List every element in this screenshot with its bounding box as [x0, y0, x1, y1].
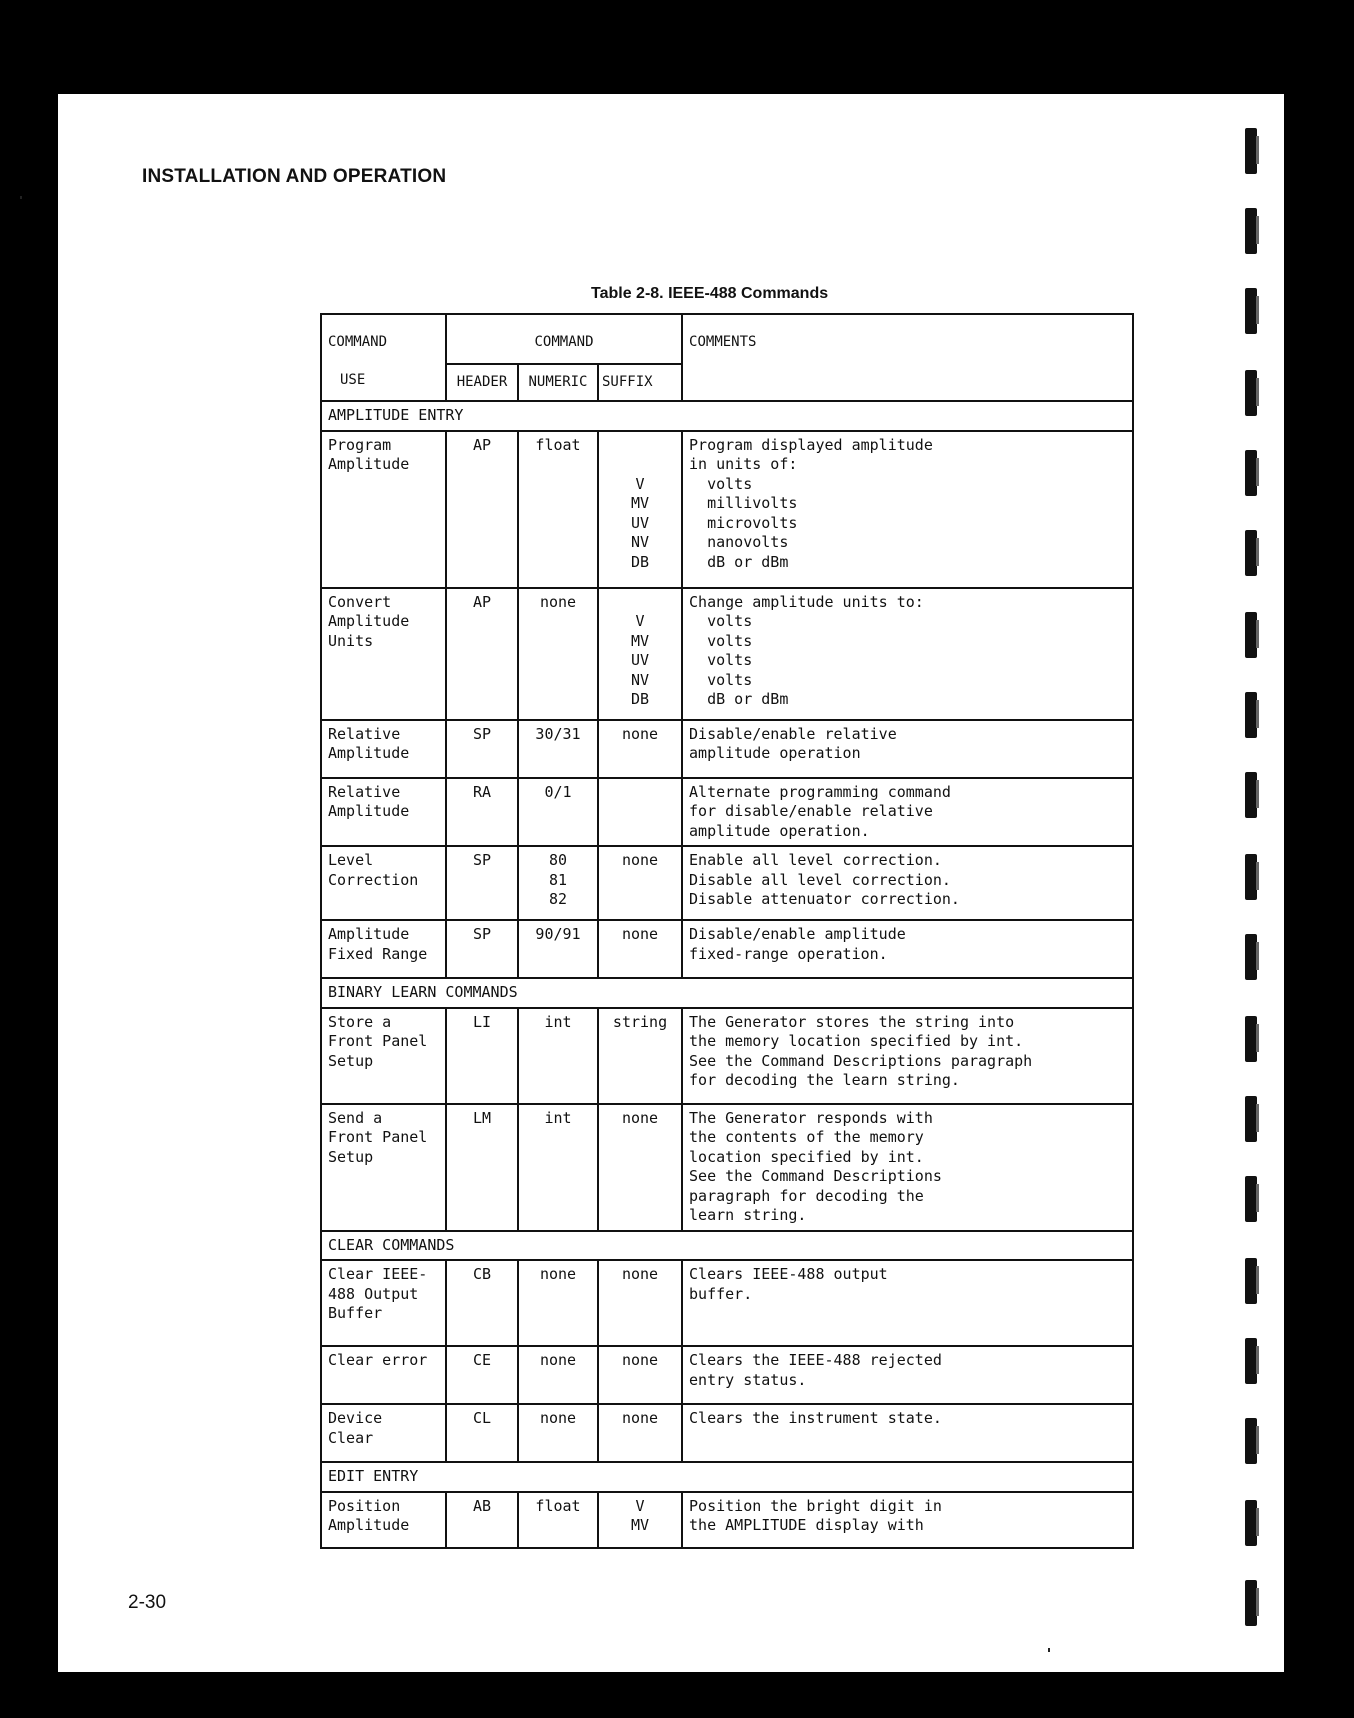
table-title: Table 2-8. IEEE-488 Commands [591, 285, 829, 302]
cell-suffix: none [598, 1404, 682, 1462]
cell-comments: Alternate programming command for disable/enable relative amplitude operation. [682, 778, 1133, 847]
table-row [321, 1008, 1133, 1104]
cell-header: CE [446, 1346, 518, 1404]
cell-header: SP [446, 846, 518, 920]
section-row [321, 1462, 1133, 1492]
cell-suffix: none [598, 720, 682, 778]
cell-comments: The Generator responds with the contents of the memory location specified by int. See the Command Descriptions paragraph for decoding the learn string. [682, 1104, 1133, 1231]
cell-numeric: none [518, 1346, 598, 1404]
column-header-command-use [321, 314, 446, 401]
cell-command-use: Clear error [321, 1346, 446, 1404]
cell-command-use: Send a Front Panel Setup [321, 1104, 446, 1231]
cell-numeric: 80 81 82 [518, 846, 598, 920]
cell-header: AB [446, 1492, 518, 1548]
column-header-comments: COMMENTS [682, 314, 1133, 401]
cell-comments: The Generator stores the string into the memory location specified by int. See the Command Descriptions paragraph for decoding the learn string. [682, 1008, 1133, 1104]
table-row [321, 920, 1133, 978]
cell-comments: Change amplitude units to: volts volts volts volts dB or dBm [682, 588, 1133, 720]
section-title-cell: BINARY LEARN COMMANDS [321, 978, 1133, 1008]
cell-comments: Clears the IEEE-488 rejected entry status. [682, 1346, 1133, 1404]
cell-header: CL [446, 1404, 518, 1462]
cell-numeric: 0/1 [518, 778, 598, 847]
section-title: INSTALLATION AND OPERATION [142, 166, 447, 187]
header-command-label: COMMAND [328, 334, 388, 350]
cell-suffix: V MV [598, 1492, 682, 1548]
cell-numeric: none [518, 1404, 598, 1462]
table-row [321, 1260, 1133, 1346]
cell-command-use: Relative Amplitude [321, 720, 446, 778]
cell-command-use: Level Correction [321, 846, 446, 920]
cell-header: CB [446, 1260, 518, 1346]
cell-header: AP [446, 431, 518, 588]
cell-suffix: none [598, 920, 682, 978]
table-row [321, 778, 1133, 847]
cell-numeric: float [518, 431, 598, 588]
table-row [321, 846, 1133, 920]
table-row [321, 1492, 1133, 1548]
table-header-row [321, 314, 1133, 364]
cell-suffix: string [598, 1008, 682, 1104]
cell-header: AP [446, 588, 518, 720]
table-row [321, 431, 1133, 588]
cell-command-use: Position Amplitude [321, 1492, 446, 1548]
table-row [321, 720, 1133, 778]
section-row [321, 401, 1133, 431]
cell-comments: Clears IEEE-488 output buffer. [682, 1260, 1133, 1346]
cell-command-use: Convert Amplitude Units [321, 588, 446, 720]
cell-numeric: 90/91 [518, 920, 598, 978]
cell-comments: Disable/enable amplitude fixed-range operation. [682, 920, 1133, 978]
cell-comments: Program displayed amplitude in units of: volts millivolts microvolts nanovolts dB or dBm [682, 431, 1133, 588]
cell-command-use: Amplitude Fixed Range [321, 920, 446, 978]
column-group-command: COMMAND [446, 314, 682, 364]
cell-command-use: Clear IEEE- 488 Output Buffer [321, 1260, 446, 1346]
scan-speck [1048, 1648, 1050, 1652]
section-title-cell: EDIT ENTRY [321, 1462, 1133, 1492]
page-number: 2-30 [128, 1592, 167, 1613]
cell-command-use: Relative Amplitude [321, 778, 446, 847]
cell-suffix [598, 778, 682, 847]
cell-numeric: none [518, 1260, 598, 1346]
cell-command-use: Device Clear [321, 1404, 446, 1462]
cell-command-use: Program Amplitude [321, 431, 446, 588]
cell-comments: Enable all level correction. Disable all level correction. Disable attenuator correction. [682, 846, 1133, 920]
cell-comments: Position the bright digit in the AMPLITUDE display with [682, 1492, 1133, 1548]
table-row [321, 1104, 1133, 1231]
section-title-cell: CLEAR COMMANDS [321, 1231, 1133, 1261]
cell-numeric: int [518, 1104, 598, 1231]
section-row [321, 1231, 1133, 1261]
header-use-label: USE [340, 371, 366, 388]
cell-command-use: Store a Front Panel Setup [321, 1008, 446, 1104]
cell-header: SP [446, 920, 518, 978]
cell-header: LI [446, 1008, 518, 1104]
cell-suffix: V MV UV NV DB [598, 588, 682, 720]
cell-suffix: none [598, 1346, 682, 1404]
column-header-suffix: SUFFIX [598, 364, 682, 402]
cell-suffix: none [598, 846, 682, 920]
cell-suffix: none [598, 1260, 682, 1346]
cell-numeric: float [518, 1492, 598, 1548]
cell-suffix: none [598, 1104, 682, 1231]
cell-suffix: V MV UV NV DB [598, 431, 682, 588]
cell-numeric: int [518, 1008, 598, 1104]
table-row [321, 588, 1133, 720]
cell-numeric: 30/31 [518, 720, 598, 778]
scan-speck [20, 196, 22, 199]
section-row [321, 978, 1133, 1008]
cell-header: RA [446, 778, 518, 847]
cell-header: LM [446, 1104, 518, 1231]
cell-numeric: none [518, 588, 598, 720]
cell-header: SP [446, 720, 518, 778]
column-header-header: HEADER [446, 364, 518, 402]
column-header-numeric: NUMERIC [518, 364, 598, 402]
cell-comments: Clears the instrument state. [682, 1404, 1133, 1462]
commands-table [320, 313, 1134, 1549]
table-row [321, 1404, 1133, 1462]
section-title-cell: AMPLITUDE ENTRY [321, 401, 1133, 431]
table-row [321, 1346, 1133, 1404]
cell-comments: Disable/enable relative amplitude operation [682, 720, 1133, 778]
